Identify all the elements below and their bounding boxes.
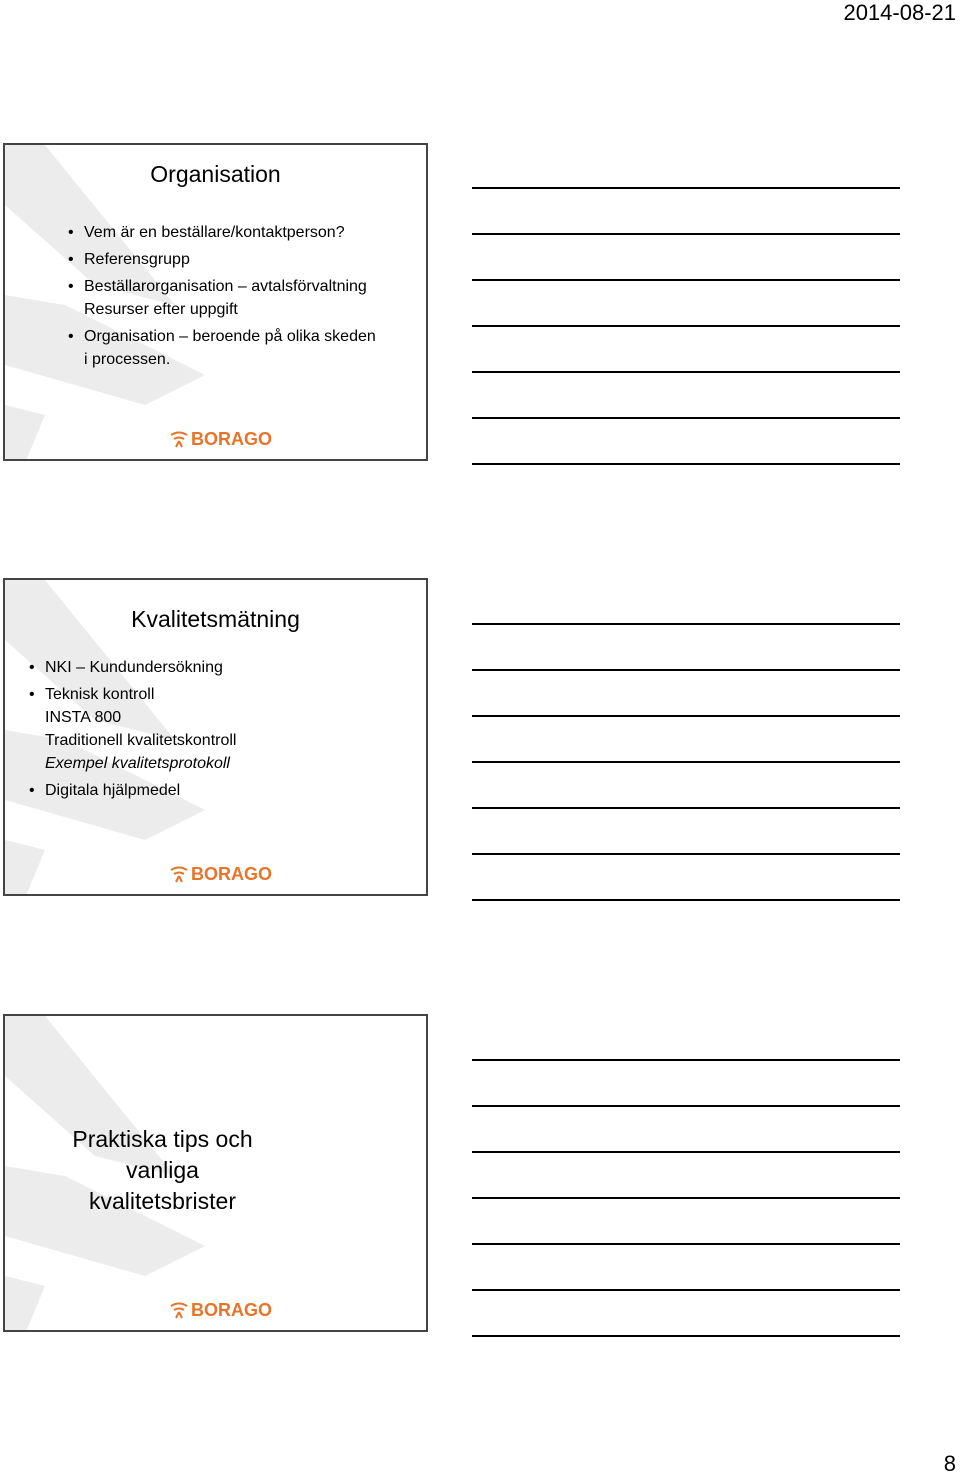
note-line (472, 1291, 900, 1337)
note-lines-3 (472, 1015, 900, 1337)
list-item: • Vem är en beställare/kontaktperson? (68, 221, 376, 244)
note-line (472, 625, 900, 671)
note-line (472, 579, 900, 625)
note-line (472, 1107, 900, 1153)
slide-title (25, 1124, 300, 1217)
logo-text: BORAGO (191, 429, 272, 449)
note-line (472, 189, 900, 235)
note-line (472, 281, 900, 327)
note-line (472, 1061, 900, 1107)
note-line (472, 855, 900, 901)
list-item: • Teknisk kontroll (29, 683, 236, 706)
slide-title: Kvalitetsmätning (131, 606, 300, 632)
list-item: • Organisation – beroende på olika skeden (68, 325, 376, 348)
slide-title: Organisation (150, 161, 281, 187)
page-number: 8 (943, 1451, 956, 1476)
title-line: Praktiska tips och (72, 1126, 253, 1152)
note-line (472, 327, 900, 373)
note-lines-2 (472, 579, 900, 901)
note-line (472, 373, 900, 419)
logo-text: BORAGO (191, 1300, 272, 1320)
list-item: • Referensgrupp (68, 248, 376, 271)
wifi-logo-icon (169, 1302, 189, 1320)
note-line (472, 671, 900, 717)
note-line (472, 717, 900, 763)
list-item: • Beställarorganisation – avtalsförvaltning (68, 275, 376, 298)
page-date: 2014-08-21 (843, 0, 956, 25)
list-item: Resurser efter uppgift (84, 301, 238, 318)
borago-logo (169, 1300, 272, 1321)
list-item: i processen. (84, 351, 171, 368)
note-line (472, 1199, 900, 1245)
bullet-list (29, 656, 236, 802)
note-line (472, 419, 900, 465)
note-line (472, 1245, 900, 1291)
note-lines-1 (472, 143, 900, 465)
list-item: Traditionell kvalitetskontroll (45, 732, 237, 749)
bullet-list (68, 221, 376, 371)
list-item: Exempel kvalitetsprotokoll (45, 755, 230, 772)
list-item: INSTA 800 (45, 709, 122, 726)
wifi-logo-icon (169, 431, 189, 449)
title-line: kvalitetsbrister (89, 1188, 236, 1214)
slide-praktiska-tips (3, 1014, 428, 1332)
note-line (472, 1153, 900, 1199)
logo-text: BORAGO (191, 864, 272, 884)
note-line (472, 763, 900, 809)
wifi-logo-icon (169, 866, 189, 884)
slide-kvalitetsmatning (3, 578, 428, 896)
borago-logo (169, 864, 272, 885)
list-item: • Digitala hjälpmedel (29, 779, 236, 802)
note-line (472, 809, 900, 855)
note-line (472, 235, 900, 281)
slide-organisation (3, 143, 428, 461)
note-line (472, 1015, 900, 1061)
borago-logo (169, 429, 272, 450)
title-line: vanliga (126, 1157, 199, 1183)
note-line (472, 143, 900, 189)
list-item: • NKI – Kundundersökning (29, 656, 236, 679)
